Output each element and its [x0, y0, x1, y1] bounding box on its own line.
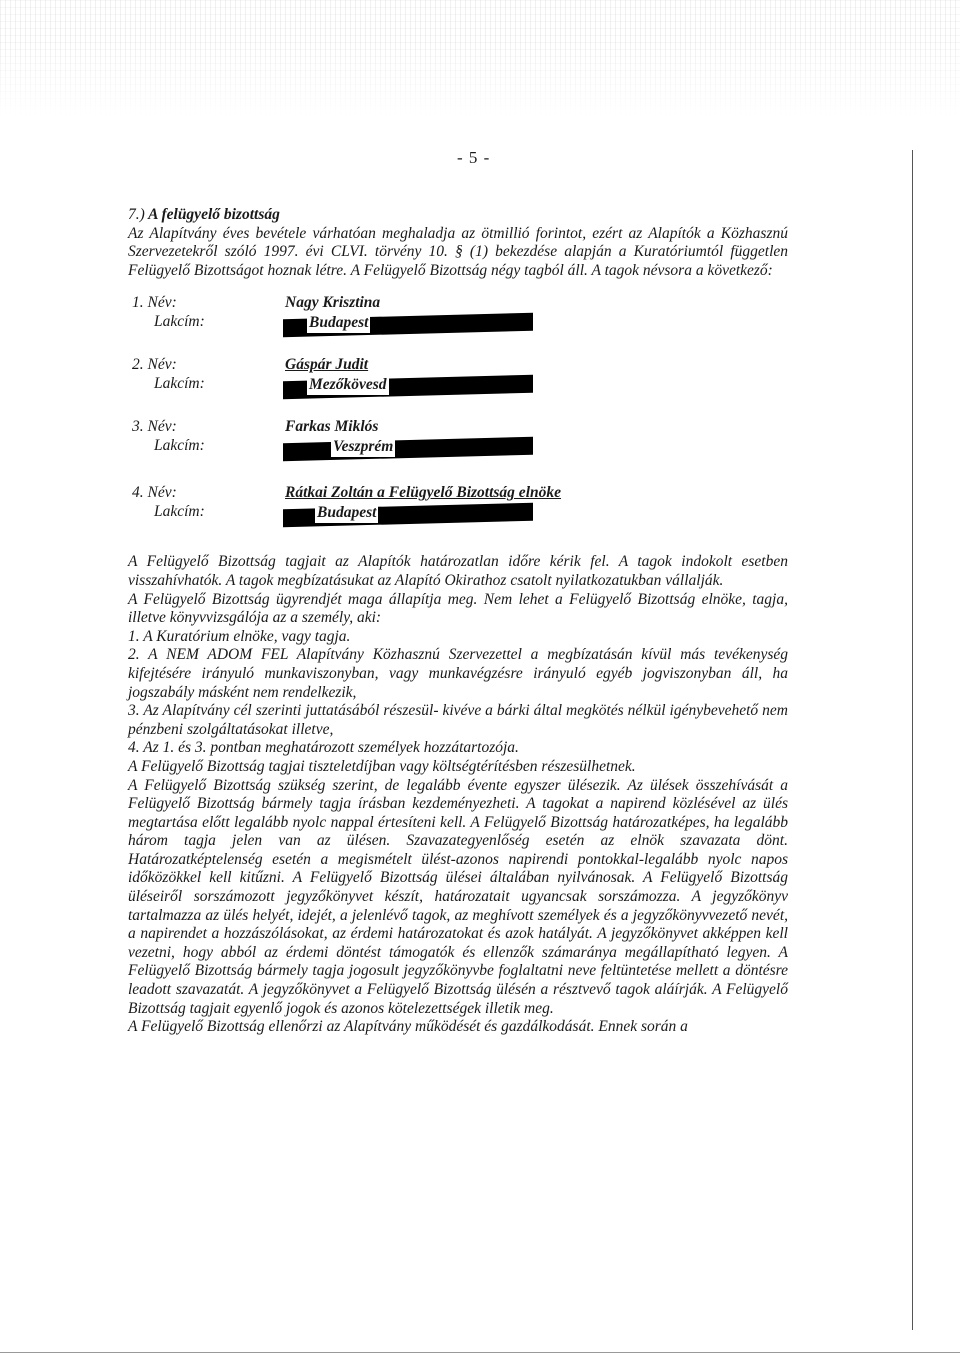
section-intro: Az Alapítvány éves bevétele várhatóan meghaladja az ötmillió forintot, ezért az Alapítók a Közhasznú Szervezetekről szóló 1997. évi CLVI. törvény 10. § (1) bekezdése alapján a Kuratóriumtól független Felügyelő Bizottságot hoznak létre. A Felügyelő Bizottság négy tagból áll. A tagok névsora a következő:: [128, 224, 788, 279]
list-item: 4. Az 1. és 3. pontban meghatározott személyek hozzátartozója.: [128, 739, 519, 757]
member-address-redacted: [285, 504, 561, 524]
member-address-redacted: [285, 437, 394, 458]
member-name-label: 2. Név:: [132, 356, 177, 374]
member-value-1: [285, 294, 380, 334]
list-item: 3. Az Alapítvány cél szerinti juttatásából részesül- kivéve a bárki által megkötés nélkül igénybevehető nem pénzbeni szolgáltatásokat illetve,: [128, 702, 788, 738]
member-name: Gáspár Judit: [285, 356, 369, 374]
member-address-redacted: [285, 314, 380, 334]
section-number: 7.): [128, 206, 145, 223]
redaction-bar: [283, 437, 533, 462]
member-address-visible: Budapest: [317, 503, 377, 521]
scan-noise: [0, 0, 960, 120]
member-value-2: [285, 356, 387, 396]
list-item: 2. A NEM ADOM FEL Alapítvány Közhasznú Szervezettel a megbízatásán kívül más tevékenység kifejtésére irányuló munkaviszonyban, vagy munkavégzésre irányuló egyéb jogviszonyban áll, ha jogszabály másként nem rendelkezik,: [128, 646, 788, 701]
member-address-label: Lakcím:: [154, 374, 205, 392]
member-address-label: Lakcím:: [154, 502, 205, 520]
section-heading: [128, 206, 788, 225]
paragraph-remuneration: A Felügyelő Bizottság tagjai tiszteletdíjban vagy költségtérítésben részesülhetnek.: [128, 757, 636, 775]
member-address-redacted: [285, 375, 387, 396]
scan-bottom-line: [0, 1352, 960, 1353]
member-list: [128, 294, 788, 539]
list-item: 1. A Kuratórium elnöke, vagy tagja.: [128, 627, 351, 645]
page-number: - 5 -: [457, 148, 491, 167]
member-address-visible: Budapest: [309, 313, 369, 331]
paragraph-rules: A Felügyelő Bizottság ügyrendjét maga állapítja meg. Nem lehet a Felügyelő Bizottság elnöke, tagja, illetve könyvvizsgálója az a személy, aki:: [128, 590, 788, 627]
member-value-4: [285, 484, 561, 524]
member-name: Nagy Krisztina: [285, 294, 381, 312]
member-address-visible: Mezőkövesd: [309, 375, 387, 393]
scan-edge-line: [912, 150, 913, 1330]
paragraph-control: A Felügyelő Bizottság ellenőrzi az Alapítvány működését és gazdálkodását. Ennek során a: [128, 1018, 688, 1036]
member-name-label: 1. Név:: [132, 294, 177, 312]
member-name: Farkas Miklós: [285, 418, 379, 436]
paragraph-recall: A Felügyelő Bizottság tagjait az Alapítók határozatlan időre kérik fel. A tagok indokolt esetben visszahívhatók. A tagok megbízatásukat az Alapító Okirathoz csatolt nyilatkozatukban vállalják.: [128, 553, 788, 589]
member-name-label: 4. Név:: [132, 484, 177, 502]
member-label-1: [132, 294, 205, 331]
member-name: Rátkai Zoltán a Felügyelő Bizottság elnöke: [285, 484, 561, 502]
member-label-2: [132, 356, 205, 393]
body-text: [128, 553, 788, 1036]
member-value-3: [285, 418, 394, 458]
document-body: [128, 206, 788, 1037]
member-address-label: Lakcím:: [154, 436, 205, 454]
paragraph-meetings: A Felügyelő Bizottság szükség szerint, de legalább évente egyszer ülésezik. Az ülések összehívását a Felügyelő Bizottság bármely tagja írásban kezdeményezheti. A tagokat a napirend közlésével az ülés megtartása előtt legalább nyolc nappal értesíteni kell. A Felügyelő Bizottság határozatképes, ha legalább három tagja jelen van az ülésen. Szavazategyenlőség esetén az elnök szavazata dönt. Határozatképtelenség esetén a megismételt ülést-azonos napirendi pontokkal-legalább nyolc napos időközökkel kell kitűzni. A Felügyelő Bizottság ülései általában nyilvánosak. A Felügyelő Bizottság üléseiről sorszámozott jegyzőkönyvet készít, határozatait ugyancsak sorszámozza. A jegyzőkönyv tartalmazza az ülés helyét, idejét, a jelenlévő tagok, az meghívott személyek és a jegyzőkönyvvezető nevét, a napirendet a hozzászólásokat, az érdemi határozatokat és azok hatályát. A jegyzőkönyvet akképpen kell vezetni, hogy abból az érdemi döntést támogatók és ellenzők számaránya megállapítható legyen. A Felügyelő Bizottság bármely tagja jogosult jegyzőkönyvbe foglaltatni neve feltüntetése mellett a döntésre leadott szavazatát. A jegyzőkönyvet a Felügyelő Bizottság ülésén a résztvevő tagok aláírják. A Felügyelő Bizottság tagjait egyenlő jogok és azonos kötelezettségek illetik meg.: [128, 776, 788, 1017]
member-address-label: Lakcím:: [154, 312, 205, 330]
member-name-label: 3. Név:: [132, 418, 177, 436]
member-label-4: [132, 484, 205, 521]
member-label-3: [132, 418, 205, 455]
member-address-visible: Veszprém: [333, 437, 394, 455]
section-title: A felügyelő bizottság: [148, 206, 280, 223]
